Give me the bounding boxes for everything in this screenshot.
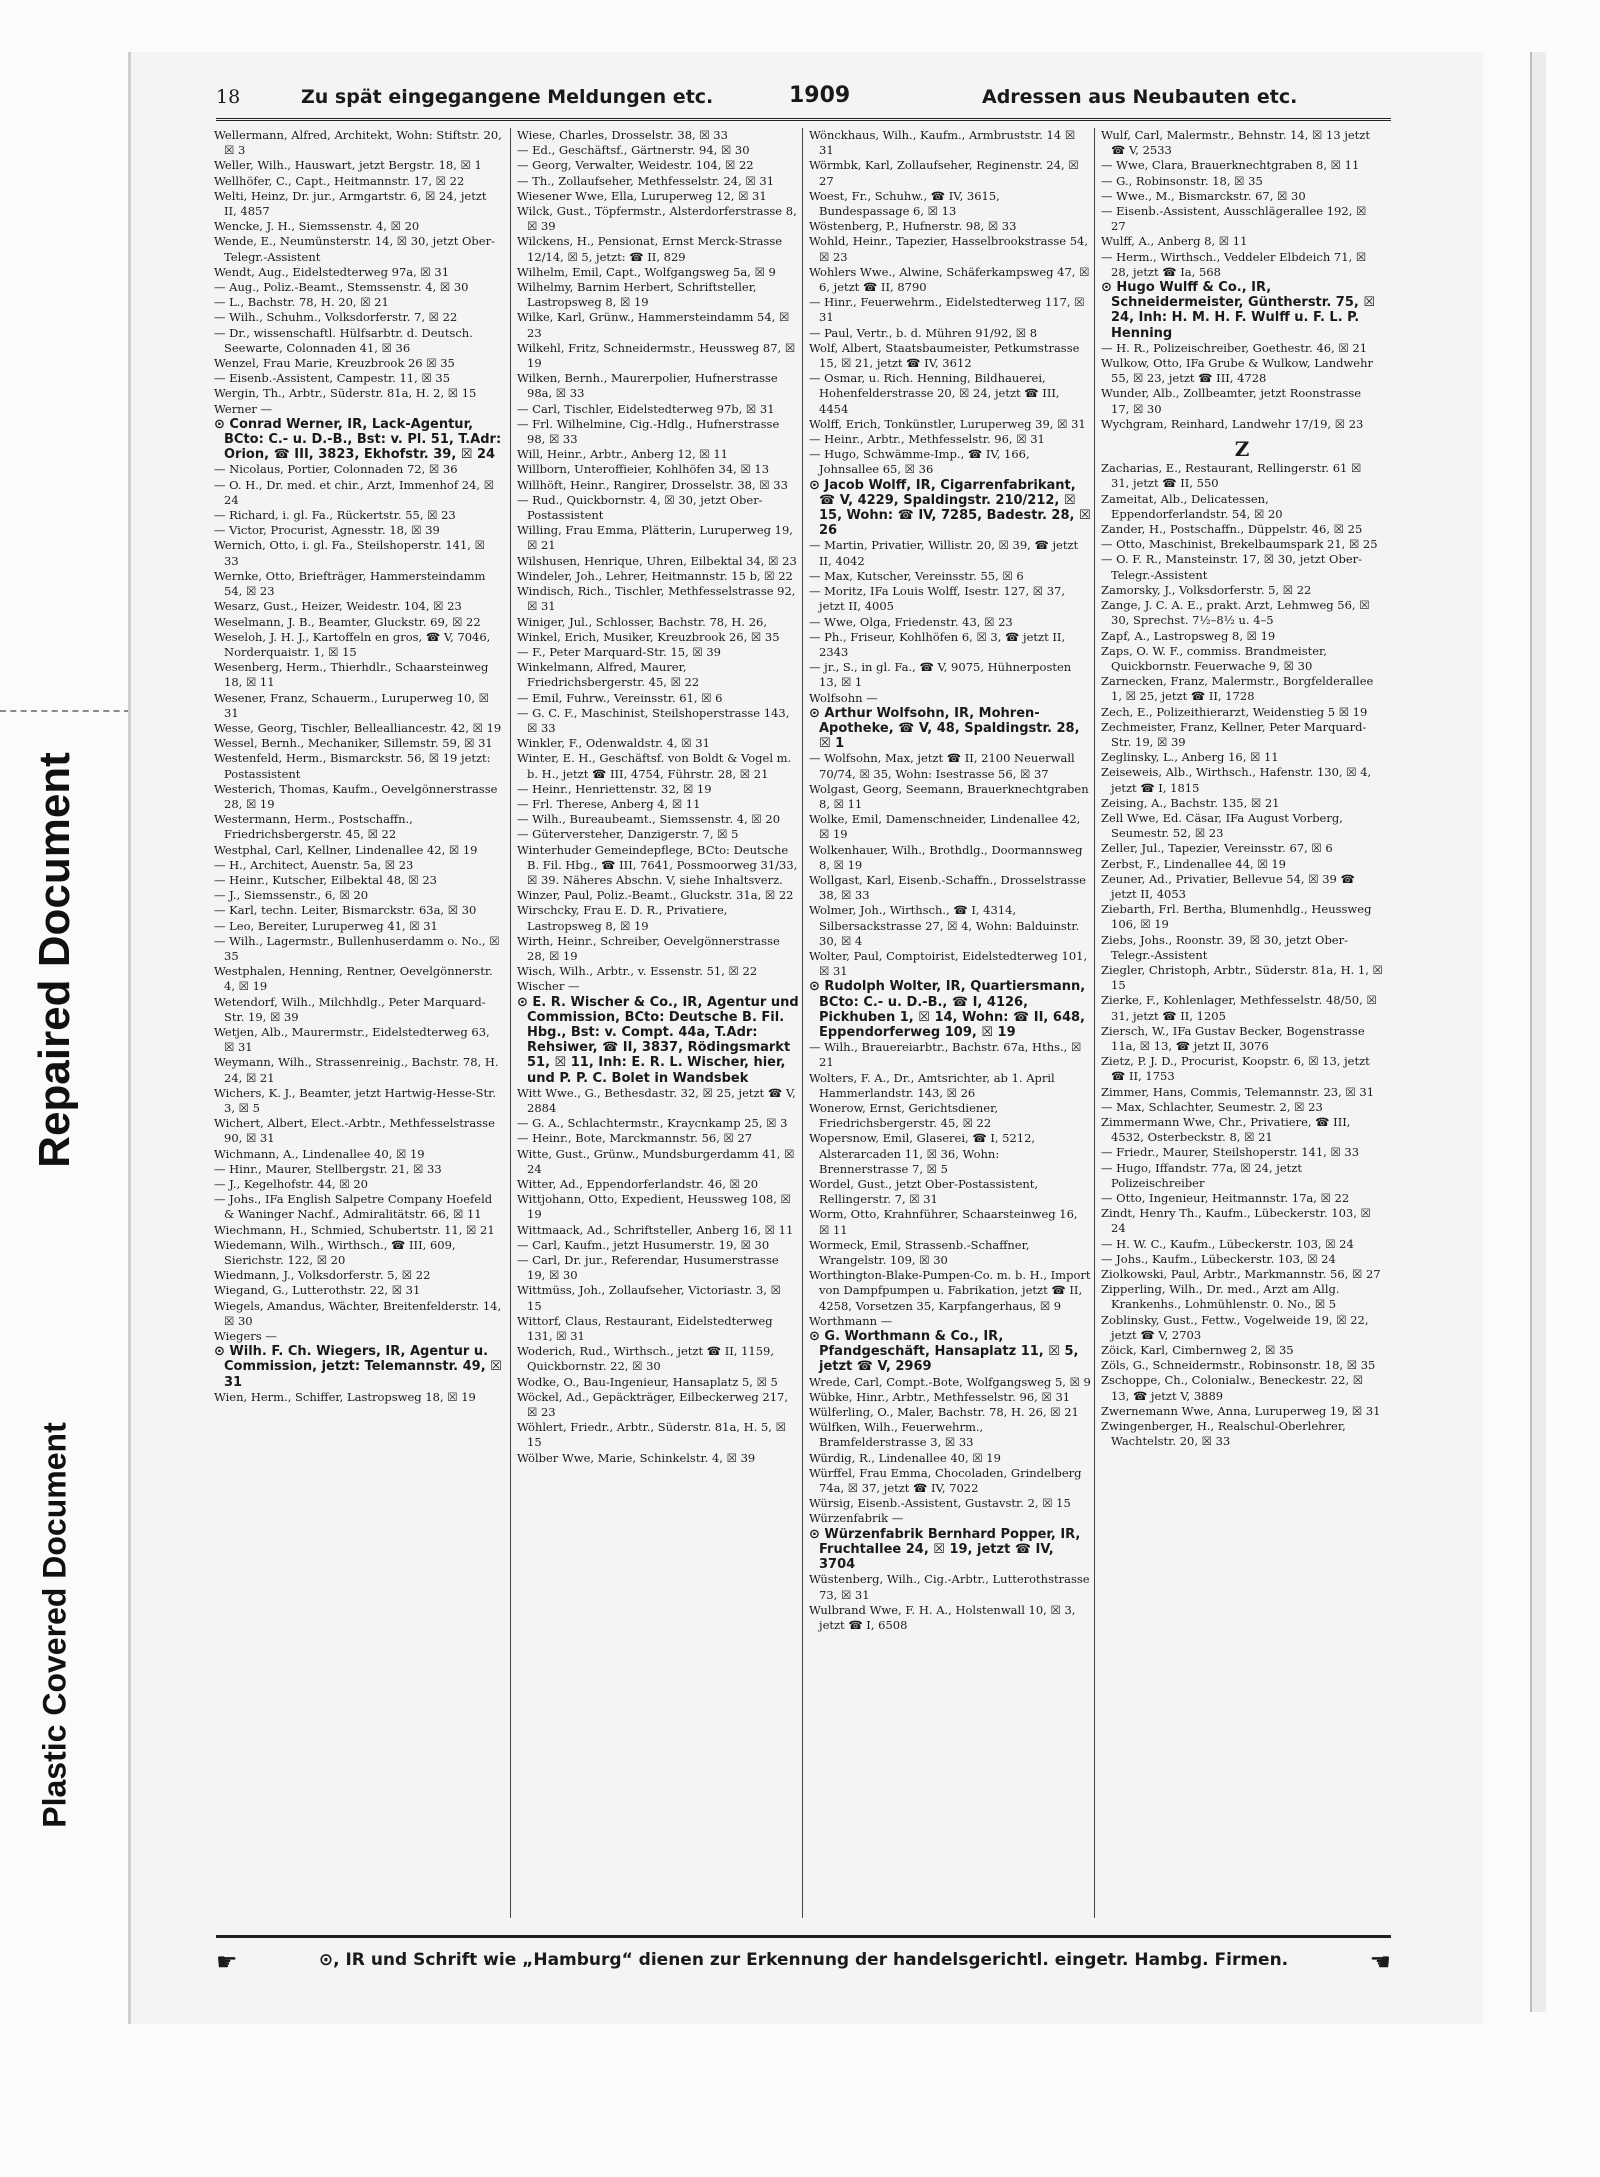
directory-entry: — J., Kegelhofstr. 44, ☒ 20 [214,1177,368,1192]
directory-entry: Wien, Herm., Schiffer, Lastropsweg 18, ☒ 19 [214,1389,476,1404]
directory-entry: Zacharias, E., Restaurant, Rellingerstr. 61 ☒ 31, jetzt ☎ II, 550 [1101,461,1362,491]
directory-entry: Wittjohann, Otto, Expedient, Heussweg 108, ☒ 19 [517,1192,791,1222]
plastic-covered-document-label: Plastic Covered Document [36,1422,73,1828]
directory-entry: — Moritz, IFa Louis Wolff, Isestr. 127, ☒ 37, jetzt II, 4005 [809,584,1066,614]
directory-entry: Wiedemann, Wilh., Wirthsch., ☎ III, 609, Sierichstr. 122, ☒ 20 [214,1237,456,1268]
directory-entry: Wohlers Wwe., Alwine, Schäferkampsweg 47, ☒ 6, jetzt ☎ II, 8790 [809,264,1090,295]
footer-note: ⊙, IR und Schrift wie „Hamburg“ dienen zur Erkennung der handelsgerichtl. eingetr. Hambg. Firmen. [318,1950,1289,1970]
directory-entry: Wolgast, Georg, Seemann, Brauerknechtgraben 8, ☒ 11 [809,781,1089,811]
directory-entry: Westphalen, Henning, Rentner, Oevelgönnerstr. 4, ☒ 19 [214,964,493,994]
directory-entry: Weller, Wilh., Hauswart, jetzt Bergstr. 18, ☒ 1 [214,158,482,173]
directory-entry: Zietz, P. J. D., Procurist, Koopstr. 6, ☒ 13, jetzt ☎ II, 1753 [1101,1054,1370,1084]
directory-entry: Ziegler, Christoph, Arbtr., Süderstr. 81a, H. 1, ☒ 15 [1101,962,1383,993]
directory-entry: Wergin, Th., Arbtr., Süderstr. 81a, H. 2, ☒ 15 [214,386,477,401]
directory-entry: Wessel, Bernh., Mechaniker, Sillemstr. 59, ☒ 31 [214,736,493,751]
directory-entry: — G. A., Schlachtermstr., Kraycnkamp 25, ☒ 3 [517,1116,788,1131]
directory-entry: Wilshusen, Henrique, Uhren, Eilbektal 34, ☒ 23 [517,553,797,568]
directory-entry: — G., Robinsonstr. 18, ☒ 35 [1101,173,1263,188]
directory-entry: Wetendorf, Wilh., Milchhdlg., Peter Marquard-Str. 19, ☒ 39 [214,994,486,1024]
directory-entry: — Heinr., Arbtr., Methfesselstr. 96, ☒ 31 [809,432,1045,447]
page-header [216,82,1391,121]
directory-entry: Wilhelm, Emil, Capt., Wolfgangsweg 5a, ☒ 9 [517,264,776,279]
directory-entry: — G. C. F., Maschinist, Steilshoperstrasse 143, ☒ 33 [517,705,790,735]
directory-entry: Wittmüss, Joh., Zollaufseher, Victoriastr. 3, ☒ 15 [517,1283,781,1313]
side-labels [0,0,120,2177]
directory-entry: Zech, E., Polizeithierarzt, Weidenstieg 5 ☒ 19 [1101,704,1368,719]
directory-entry: Wellhöfer, C., Capt., Heitmannstr. 17, ☒ 22 [214,173,465,188]
directory-entry: — Carl, Dr. jur., Referendar, Husumerstrasse 19, ☒ 30 [517,1253,779,1283]
directory-entry: — Hugo, Iffandstr. 77a, ☒ 24, jetzt Polizeischreiber [1101,1160,1302,1190]
directory-entry: — Georg, Verwalter, Weidestr. 104, ☒ 22 [517,158,754,173]
directory-entry: Wychgram, Reinhard, Landwehr 17/19, ☒ 23 [1101,416,1364,431]
directory-entry: Will, Heinr., Arbtr., Anberg 12, ☒ 11 [517,447,729,462]
directory-entry: Wendt, Aug., Eidelstedterweg 97a, ☒ 31 [214,264,450,279]
directory-entry: Zamorsky, J., Volksdorferstr. 5, ☒ 22 [1101,582,1312,597]
directory-entry: Winter, E. H., Geschäftsf. von Boldt & Vogel m. b. H., jetzt ☎ III, 4754, Führstr. 28, ☒ 21 [517,751,792,781]
directory-entry: — F., Peter Marquard-Str. 15, ☒ 39 [517,644,722,659]
directory-entry: ⊙ E. R. Wischer & Co., IR, Agentur und Commission, BCto: Deutsche B. Fil. Hbg., Bst: v. Compt. 44a, T.Adr: Rehsiwer, ☎ II, 3837, Rödingsmarkt 51, ☒ 11, Inh: E. R. L. Wischer, hier, und P. P. C. Bolet in Wandsbek [517,994,799,1086]
directory-entry: Weseloh, J. H. J., Kartoffeln en gros, ☎ V, 7046, Norderquaistr. 1, ☒ 15 [214,629,491,659]
directory-entry: Wulkow, Otto, IFa Grube & Wulkow, Landwehr 55, ☒ 23, jetzt ☎ III, 4728 [1101,356,1374,386]
directory-entry: Wiegers — [214,1329,277,1344]
directory-entry: Zeising, A., Bachstr. 135, ☒ 21 [1101,795,1280,810]
column-4 [1094,128,1383,1918]
directory-entry: Wiedmann, J., Volksdorferstr. 5, ☒ 22 [214,1268,431,1283]
directory-entry: Wilck, Gust., Töpfermstr., Alsterdorferstrasse 8, ☒ 39 [517,204,797,234]
directory-entry: — Hinr., Feuerwehrm., Eidelstedterweg 117, ☒ 31 [809,295,1085,325]
directory-entry: — Frl. Therese, Anberg 4, ☒ 11 [517,796,701,811]
directory-entry: — Johs., IFa English Salpetre Company Hoefeld & Waninger Nachf., Admiralitätstr. 66, ☒ 11 [214,1192,493,1222]
directory-entry: Zeuner, Ad., Privatier, Bellevue 54, ☒ 39 ☎ jetzt II, 4053 [1101,871,1355,901]
directory-entry: Wöstenberg, P., Hufnerstr. 98, ☒ 33 [809,219,1017,234]
directory-entry: Würdig, R., Lindenallee 40, ☒ 19 [809,1450,1001,1465]
directory-entry: Wellermann, Alfred, Architekt, Wohn: Stiftstr. 20, ☒ 3 [214,128,502,158]
directory-entry: — Güterverstеher, Danzigerstr. 7, ☒ 5 [517,827,739,842]
directory-entry: — O. F. R., Mansteinstr. 17, ☒ 30, jetzt Ober-Telegr.-Assistent [1101,552,1363,582]
directory-entry: — Wilh., Brauereiarbtr., Bachstr. 67a, Hths., ☒ 21 [809,1040,1082,1070]
directory-entry: Weymann, Wilh., Strassenreinig., Bachstr. 78, H. 24, ☒ 21 [214,1055,499,1085]
directory-entry: Winiger, Jul., Schlosser, Bachstr. 78, H. 26, [517,614,768,629]
directory-entry: Zoblinsky, Gust., Fettw., Vogelweide 19, ☒ 22, jetzt ☎ V, 2703 [1101,1312,1369,1342]
directory-entry: Wiesener Wwe, Ella, Luruperweg 12, ☒ 31 [517,188,767,203]
directory-entry: Westenfeld, Herm., Bismarckstr. 56, ☒ 19 jetzt: Postassistent [214,751,491,781]
directory-entry: — Eisenb.-Assistent, Campestr. 11, ☒ 35 [214,371,451,386]
directory-entry: — jr., S., in gl. Fa., ☎ V, 9075, Hühnerposten 13, ☒ 1 [809,660,1072,690]
directory-entry: Zarnecken, Franz, Malermstr., Borgfelderallee 1, ☒ 25, jetzt ☎ II, 1728 [1101,674,1374,704]
header-year: 1909 [789,83,851,108]
directory-entry: — Aug., Poliz.-Beamt., Stemssenstr. 4, ☒ 30 [214,280,469,295]
directory-entry: Wittmaack, Ad., Schriftsteller, Anberg 16, ☒ 11 [517,1222,794,1237]
directory-entry: Zeglinsky, L., Anberg 16, ☒ 11 [1101,750,1279,765]
directory-entry: — Carl, Tischler, Eidelstedterweg 97b, ☒ 31 [517,401,775,416]
directory-entry: Wulff, A., Anberg 8, ☒ 11 [1101,234,1248,249]
directory-entry: — Otto, Maschinist, Brekelbaumspark 21, ☒ 25 [1101,537,1378,552]
directory-entry: Würzenfabrik — [809,1511,904,1526]
directory-entry: Zell Wwe, Ed. Cäsar, IFa August Vorberg, Seumestr. 52, ☒ 23 [1101,810,1343,841]
directory-entry: Wirschcky, Frau E. D. R., Privatiere, Lastropsweg 8, ☒ 19 [517,903,728,933]
directory-entry: Wulf, Carl, Malermstr., Behnstr. 14, ☒ 13 jetzt ☎ V, 2533 [1101,128,1370,158]
directory-entry: Werner — [214,401,273,416]
directory-entry: Wirth, Heinr., Schreiber, Oevelgönnerstrasse 28, ☒ 19 [517,933,780,963]
column-2 [510,128,799,1918]
directory-entry: Zöick, Karl, Cimbernweg 2, ☒ 35 [1101,1343,1294,1358]
directory-entry: Wiechmann, H., Schmied, Schubertstr. 11, ☒ 21 [214,1222,495,1237]
directory-entry: Weselmann, J. B., Beamter, Gluckstr. 69, ☒ 22 [214,614,481,629]
directory-entry: Westphal, Carl, Kellner, Lindenallee 42, ☒ 19 [214,842,478,857]
directory-entry: Wenzel, Frau Marie, Kreuzbrook 26 ☒ 35 [214,356,455,371]
directory-entry: Wischer — [517,979,580,994]
directory-entry: Ziersch, W., IFa Gustav Becker, Bogenstrasse 11a, ☒ 13, ☎ jetzt II, 3076 [1101,1023,1365,1053]
directory-entry: Zöls, G., Schneidermstr., Robinsonstr. 18, ☒ 35 [1101,1358,1376,1373]
directory-entry: — Wwe., M., Bismarckstr. 67, ☒ 30 [1101,188,1306,203]
directory-entry: ⊙ Hugo Wulff & Co., IR, Schneidermeister, Güntherstr. 75, ☒ 24, Inh: H. M. H. F. Wulff u. F. L. P. Henning [1101,280,1375,341]
directory-entry: Wernke, Otto, Briefträger, Hammersteindamm 54, ☒ 23 [214,568,486,599]
directory-entry: Wesse, Georg, Tischler, Bellealliancestr. 42, ☒ 19 [214,720,502,735]
directory-entry: Wölber Wwe, Marie, Schinkelstr. 4, ☒ 39 [517,1450,756,1465]
directory-entry: Wende, E., Neumünsterstr. 14, ☒ 30, jetzt Ober-Telegr.-Assistent [214,234,495,264]
page-content [128,0,1480,2177]
directory-entry: Wencke, J. H., Siemssenstr. 4, ☒ 20 [214,219,420,234]
directory-entry: — Johs., Kaufm., Lübeckerstr. 103, ☒ 24 [1101,1251,1336,1266]
directory-entry: Wohld, Heinr., Tapezier, Hasselbrookstrasse 54, ☒ 23 [809,234,1089,264]
fold-line [0,710,130,712]
directory-entry: — Hugo, Schwämme-Imp., ☎ IV, 166, Johnsallee 65, ☒ 36 [809,447,1030,477]
directory-entry: — Leo, Bereiter, Luruperweg 41, ☒ 31 [214,918,438,933]
directory-entry: Wiese, Charles, Drosselstr. 38, ☒ 33 [517,128,728,142]
directory-entry: Zerbst, F., Lindenallee 44, ☒ 19 [1101,856,1286,871]
directory-entry: Wernich, Otto, i. gl. Fa., Steilshoperstr. 141, ☒ 33 [214,538,485,568]
directory-entry: Winterhuder Gemeindepflege, BCto: Deutsche B. Fil. Hbg., ☎ III, 7641, Possmoorweg 31/33, ☒ 39. Näheres Abschn. V, siehe Inhaltsverz. [517,842,798,887]
directory-entry: Wiegels, Amandus, Wächter, Breitenfelderstr. 14, ☒ 30 [214,1298,502,1328]
directory-entry: Zimmermann Wwe, Chr., Privatiere, ☎ III, 4532, Osterbeckstr. 8, ☒ 21 [1101,1115,1351,1145]
directory-entry: Willhöft, Heinr., Rangirer, Drosselstr. 38, ☒ 33 [517,477,788,492]
directory-entry: Wörmbk, Karl, Zollaufseher, Reginenstr. 24, ☒ 27 [809,158,1079,188]
directory-entry: — Hinr., Maurer, Stellbergstr. 21, ☒ 33 [214,1161,442,1176]
directory-entry: Wisch, Wilh., Arbtr., v. Essenstr. 51, ☒ 22 [517,964,758,979]
directory-entry: Winkelmann, Alfred, Maurer, Friedrichsbergerstr. 45, ☒ 22 [517,660,700,690]
directory-entry: Westerich, Thomas, Kaufm., Oevelgönnerstrasse 28, ☒ 19 [214,781,498,811]
directory-entry: Worm, Otto, Krahnführer, Schaarsteinweg 16, ☒ 11 [809,1207,1078,1237]
directory-entry: Wiegand, G., Lutterothstr. 22, ☒ 31 [214,1283,421,1298]
directory-entry: — Th., Zollaufseher, Methfesselstr. 24, ☒ 31 [517,173,775,188]
directory-entry: Zimmer, Hans, Commis, Telemannstr. 23, ☒ 31 [1101,1084,1375,1099]
directory-entry: Willborn, Unteroffieier, Kohlhöfen 34, ☒ 13 [517,462,770,477]
directory-entry: Zschoppe, Ch., Colonialw., Beneckestr. 22, ☒ 13, ☎ jetzt V, 3889 [1101,1373,1364,1403]
directory-entry: Worthington-Blake-Pumpen-Co. m. b. H., Import von Dampfpumpen u. Fabrikation, jetzt ☎ II, 4258, Vorsetzen 35, Karpfangerhaus, ☒ 9 [809,1268,1091,1313]
directory-entry: — Wolfsohn, Max, jetzt ☎ II, 2100 Neuerwall 70/74, ☒ 35, Wohn: Isestrasse 56, ☒ 37 [809,751,1075,781]
directory-entry: Zipperling, Wilh., Dr. med., Arzt am Allg. Krankenhs., Lohmühlenstr. 0. No., ☒ 5 [1101,1282,1340,1312]
pointing-hand-icon: ☛ [216,1948,238,1976]
directory-entry: Zameitat, Alb., Delicatessen, Eppendorferlandstr. 54, ☒ 20 [1101,491,1283,521]
directory-entry: — Paul, Vertr., b. d. Mühren 91/92, ☒ 8 [809,325,1038,340]
directory-entry: Wülfken, Wilh., Feuerwehrm., Bramfelderstrasse 3, ☒ 33 [809,1420,984,1450]
directory-entry: — Herm., Wirthsch., Veddeler Elbdeich 71, ☒ 28, jetzt ☎ Ia, 568 [1101,249,1367,279]
directory-entry: Woest, Fr., Schuhw., ☎ IV, 3615, Bundespassage 6, ☒ 13 [809,188,1000,219]
directory-entry: — Rud., Quickbornstr. 4, ☒ 30, jetzt Ober-Postassistent [517,492,763,523]
directory-entry: — Wilh., Bureaubeamt., Siemssenstr. 4, ☒ 20 [517,812,781,827]
directory-entry: — Richard, i. gl. Fa., Rückertstr. 55, ☒ 23 [214,508,456,523]
directory-entry: — H., Architect, Auenstr. 5a, ☒ 23 [214,857,414,872]
directory-entry: Ziebs, Johs., Roonstr. 39, ☒ 30, jetzt Ober-Telegr.-Assistent [1101,932,1348,962]
section-letter: Z [1234,437,1250,462]
directory-entry: Windisch, Rich., Tischler, Methfesselstrasse 92, ☒ 31 [517,584,796,614]
directory-entry: Wolff, Erich, Tonkünstler, Luruperweg 39, ☒ 31 [809,416,1086,431]
directory-entry: Witte, Gust., Grünw., Mundsburgerdamm 41, ☒ 24 [517,1146,795,1176]
directory-entry: Wulbrand Wwe, F. H. A., Holstenwall 10, ☒ 3, jetzt ☎ I, 6508 [809,1602,1076,1632]
directory-entry: Wordel, Gust., jetzt Ober-Postassistent, Rellingerstr. 7, ☒ 31 [809,1177,1039,1207]
directory-entry: Wunder, Alb., Zollbeamter, jetzt Roonstrasse 17, ☒ 30 [1101,386,1362,416]
directory-entry: Witt Wwe., G., Bethesdastr. 32, ☒ 25, jetzt ☎ V, 2884 [517,1085,796,1115]
directory-entry: ⊙ Conrad Werner, IR, Lack-Agentur, BCto: C.- u. D.-B., Bst: v. Pl. 51, T.Adr: Orion, ☎ III, 3823, Ekhofstr. 39, ☒ 24 [214,416,502,463]
directory-entry: Zaps, O. W. F., commiss. Brandmeister, Quickbornstr. Feuerwache 9, ☒ 30 [1101,643,1327,673]
directory-entry: — Martin, Privatier, Willistr. 20, ☒ 39, ☎ jetzt II, 4042 [809,538,1079,568]
directory-entry: Winkel, Erich, Musiker, Kreuzbrook 26, ☒ 35 [517,629,780,644]
column-3 [802,128,1091,1918]
directory-entry: Würffel, Frau Emma, Chocoladen, Grindelberg 74a, ☒ 37, jetzt ☎ IV, 7022 [809,1465,1082,1496]
page-number: 18 [216,86,241,108]
directory-columns [214,128,1394,1918]
directory-entry: — J., Siemssenstr., 6, ☒ 20 [214,888,369,903]
directory-entry: Willing, Frau Emma, Plätterin, Luruperweg 19, ☒ 21 [517,523,793,553]
directory-entry: Wolf, Albert, Staatsbaumeister, Petkumstrasse 15, ☒ 21, jetzt ☎ IV, 3612 [809,340,1080,371]
directory-entry: — Max, Kutscher, Vereinsstr. 55, ☒ 6 [809,568,1024,583]
directory-entry: Wrede, Carl, Compt.-Bote, Wolfgangsweg 5, ☒ 9 [809,1374,1091,1389]
directory-entry: Wilckens, H., Pensionat, Ernst Merck-Strasse 12/14, ☒ 5, jetzt: ☎ II, 829 [517,234,783,264]
directory-entry: — Eisenb.-Assistent, Ausschlägerallee 192, ☒ 27 [1101,204,1367,234]
directory-entry: Wollgast, Karl, Eisenb.-Schaffn., Drosselstrasse 38, ☒ 33 [809,872,1086,903]
directory-entry: Wöhlert, Friedr., Arbtr., Süderstr. 81a, H. 5, ☒ 15 [517,1420,786,1450]
directory-entry: Zierke, F., Kohlenlager, Methfesselstr. 48/50, ☒ 31, jetzt ☎ II, 1205 [1101,993,1377,1023]
directory-entry: ⊙ Rudolph Wolter, IR, Quartiersmann, BCto: C.- u. D.-B., ☎ I, 4126, Pickhuben 1, ☒ 14, Wohn: ☎ II, 648, Eppendorferweg 109, ☒ 19 [809,979,1086,1040]
directory-entry: Wüstenberg, Wilh., Cig.-Arbtr., Lutterothstrasse 73, ☒ 31 [809,1572,1090,1602]
directory-entry: Zander, H., Postschaffn., Düppelstr. 46, ☒ 25 [1101,522,1363,537]
directory-entry: ⊙ Arthur Wolfsohn, IR, Mohren-Apotheke, ☎ V, 48, Spaldingstr. 28, ☒ 1 [809,705,1080,752]
directory-entry: — Victor, Procurist, Agnesstr. 18, ☒ 39 [214,523,440,538]
directory-entry: — Wilh., Lagermstr., Bullenhuserdamm o. No., ☒ 35 [214,933,500,963]
directory-entry: Wülferling, O., Maler, Bachstr. 78, H. 26, ☒ 21 [809,1405,1079,1420]
directory-entry: Welti, Heinz, Dr. jur., Armgartstr. 6, ☒ 24, jetzt II, 4857 [214,188,487,219]
header-left-title: Zu spät eingegangene Meldungen etc. [301,86,714,108]
directory-entry: Zeiseweis, Alb., Wirthsch., Hafenstr. 130, ☒ 4, jetzt ☎ I, 1815 [1101,765,1372,795]
directory-entry: Wilke, Karl, Grünw., Hammersteindamm 54, ☒ 23 [517,310,790,340]
header-right-title: Adressen aus Neubauten etc. [982,86,1298,108]
directory-entry: — Friedr., Maurer, Steilshoperstr. 141, ☒ 33 [1101,1145,1360,1160]
directory-entry: Wesener, Franz, Schauerm., Luruperweg 10, ☒ 31 [214,690,489,720]
directory-entry: — Otto, Ingenieur, Heitmannstr. 17a, ☒ 22 [1101,1191,1350,1206]
directory-entry: Zindt, Henry Th., Kaufm., Lübeckerstr. 103, ☒ 24 [1101,1206,1371,1236]
directory-entry: Windeler, Joh., Lehrer, Heitmannstr. 15 b, ☒ 22 [517,568,793,583]
directory-entry: Wönckhaus, Wilh., Kaufm., Armbruststr. 14 ☒ 31 [809,128,1076,158]
directory-entry: — Heinr., Bote, Marckmannstr. 56, ☒ 27 [517,1131,753,1146]
directory-entry: Ziolkowski, Paul, Arbtr., Markmannstr. 56, ☒ 27 [1101,1267,1381,1282]
column-1 [214,128,502,1918]
directory-entry: Wonerow, Ernst, Gerichtsdiener, Friedrichsbergerstr. 45, ☒ 22 [809,1101,999,1131]
directory-entry: Wichmann, A., Lindenallee 40, ☒ 19 [214,1146,425,1161]
directory-entry: ⊙ G. Worthmann & Co., IR, Pfandgeschäft, Hansaplatz 11, ☒ 5, jetzt ☎ V, 2969 [809,1329,1079,1375]
directory-entry: Wesenberg, Herm., Thierhdlr., Schaarsteinweg 18, ☒ 11 [214,660,489,690]
directory-entry: Wodke, O., Bau-Ingenieur, Hansaplatz 5, ☒ 5 [517,1374,778,1389]
directory-entry: Wesarz, Gust., Heizer, Weidestr. 104, ☒ 23 [214,599,462,614]
directory-entry: Wolters, F. A., Dr., Amtsrichter, ab 1. April Hammerlandstr. 143, ☒ 26 [809,1070,1055,1100]
directory-entry: Witter, Ad., Eppendorferlandstr. 46, ☒ 20 [517,1177,759,1192]
directory-entry: — Wwe, Clara, Brauerknechtgraben 8, ☒ 11 [1101,158,1360,173]
directory-entry: — Heinr., Kutscher, Eilbektal 48, ☒ 23 [214,872,437,887]
directory-entry: Wübke, Hinr., Arbtr., Methfesselstr. 96, ☒ 31 [809,1389,1071,1404]
directory-entry: Wittorf, Claus, Restaurant, Eidelstedterweg 131, ☒ 31 [517,1313,773,1344]
directory-entry: Ziebarth, Frl. Bertha, Blumenhdlg., Heussweg 106, ☒ 19 [1101,902,1372,932]
directory-entry: — Nicolaus, Portier, Colonnaden 72, ☒ 36 [214,462,458,477]
directory-entry: — Osmar, u. Rich. Henning, Bildhauerei, Hohenfelderstrasse 20, ☒ 24, jetzt ☎ III, 4454 [809,371,1060,416]
directory-entry: ⊙ Wilh. F. Ch. Wiegers, IR, Agentur u. Commission, jetzt: Telemannstr. 49, ☒ 31 [214,1344,502,1390]
directory-entry: Winzer, Paul, Poliz.-Beamt., Gluckstr. 31a, ☒ 22 [517,888,794,903]
directory-entry: — H. R., Polizeischreiber, Goethestr. 46, ☒ 21 [1101,340,1368,355]
directory-entry: Worthmann — [809,1313,893,1328]
directory-entry: Zeller, Jul., Tapezier, Vereinsstr. 67, ☒ 6 [1101,841,1333,856]
directory-entry: Würsig, Eisenb.-Assistent, Gustavstr. 2, ☒ 15 [809,1496,1071,1511]
directory-entry: — O. H., Dr. med. et chir., Arzt, Immenhof 24, ☒ 24 [214,477,495,507]
directory-entry: — Karl, techn. Leiter, Bismarckstr. 63a, ☒ 30 [214,903,477,918]
page-footer [216,1935,1391,1978]
directory-entry: — Ph., Friseur, Kohlhöfen 6, ☒ 3, ☎ jetzt II, 2343 [809,629,1066,659]
page-edge [1530,52,1546,2012]
directory-entry: Wolfsohn — [809,690,878,705]
pointing-hand-icon: ☚ [1369,1948,1391,1976]
directory-entry: — Heinr., Henriettenstr. 32, ☒ 19 [517,781,712,796]
directory-entry: Wöckel, Ad., Gepäckträger, Eilbeckerweg 217, ☒ 23 [517,1389,789,1420]
directory-entry: — Wwe, Olga, Friedenstr. 43, ☒ 23 [809,614,1013,629]
directory-entry: — H. W. C., Kaufm., Lübeckerstr. 103, ☒ 24 [1101,1236,1354,1251]
directory-entry: Wolkenhauer, Wilh., Brothdlg., Doormannsweg 8, ☒ 19 [809,842,1083,872]
directory-entry: Wetjen, Alb., Maurermstr., Eidelstedterweg 63, ☒ 31 [214,1024,490,1055]
directory-entry: Winkler, F., Odenwaldstr. 4, ☒ 31 [517,736,710,751]
directory-entry: Wichert, Albert, Elect.-Arbtr., Methfesselstrasse 90, ☒ 31 [214,1116,495,1146]
directory-entry: Wopersnow, Emil, Glaserei, ☎ I, 5212, Alsterarcaden 11, ☒ 36, Wohn: Brennerstrasse 7, ☒ 5 [809,1131,1036,1176]
directory-entry: Woderich, Rud., Wirthsch., jetzt ☎ II, 1159, Quickbornstr. 22, ☒ 30 [517,1344,775,1374]
directory-entry: Wolke, Emil, Damenschneider, Lindenallee 42, ☒ 19 [809,812,1081,842]
directory-entry: Wolmer, Joh., Wirthsch., ☎ I, 4314, Silbersackstrasse 27, ☒ 4, Wohn: Balduinstr. 30, ☒ 4 [809,903,1080,948]
directory-entry: — Wilh., Schuhm., Volksdorferstr. 7, ☒ 22 [214,310,458,325]
directory-entry: Zapf, A., Lastropsweg 8, ☒ 19 [1101,628,1276,643]
directory-entry: Zwingenberger, H., Realschul-Oberlehrer, Wachtelstr. 20, ☒ 33 [1101,1419,1346,1449]
directory-entry: Wormeck, Emil, Strassenb.-Schaffner, Wrangelstr. 109, ☒ 30 [809,1237,1030,1268]
directory-entry: ⊙ Jacob Wolff, IR, Cigarrenfabrikant, ☎ V, 4229, Spaldingstr. 210/212, ☒ 15, Wohn: ☎ IV, 7285, Badestr. 28, ☒ 26 [809,477,1091,539]
directory-entry: — Ed., Geschäftsf., Gärtnerstr. 94, ☒ 30 [517,143,750,158]
directory-entry: — Carl, Kaufm., jetzt Husumerstr. 19, ☒ 30 [517,1237,770,1252]
directory-entry: — Emil, Fuhrw., Vereinsstr. 61, ☒ 6 [517,690,723,705]
directory-entry: — L., Bachstr. 78, H. 20, ☒ 21 [214,295,389,310]
directory-entry: — Max, Schlachter, Seumestr. 2, ☒ 23 [1101,1099,1323,1114]
directory-entry: Wichers, K. J., Beamter, jetzt Hartwig-Hesse-Str. 3, ☒ 5 [214,1085,497,1115]
directory-entry: Wilhelmy, Barnim Herbert, Schriftsteller, Lastropsweg 8, ☒ 19 [517,280,757,310]
directory-entry: Zechmeister, Franz, Kellner, Peter Marquard-Str. 19, ☒ 39 [1101,719,1367,749]
directory-entry: — Dr., wissenschaftl. Hülfsarbtr. d. Deutsch. Seewarte, Colonnaden 41, ☒ 36 [214,325,473,355]
directory-entry: Wilkehl, Fritz, Schneidermstr., Heussweg 87, ☒ 19 [517,340,796,371]
directory-entry: Wilken, Bernh., Maurerpolier, Hufnerstrasse 98a, ☒ 33 [517,371,778,401]
directory-entry: Westermann, Herm., Postschaffn., Friedrichsbergerstr. 45, ☒ 22 [214,812,413,842]
directory-entry: Zwernemann Wwe, Anna, Luruperweg 19, ☒ 31 [1101,1403,1381,1418]
repaired-document-label: Repaired Document [30,752,79,1168]
directory-entry: — Frl. Wilhelmine, Cig.-Hdlg., Hufnerstrasse 98, ☒ 33 [517,416,780,447]
directory-entry: Zange, J. C. A. E., prakt. Arzt, Lehmweg 56, ☒ 30, Sprechst. 7½–8½ u. 4–5 [1101,598,1370,628]
directory-entry: ⊙ Würzenfabrik Bernhard Popper, IR, Fruchtallee 24, ☒ 19, jetzt ☎ IV, 3704 [809,1526,1081,1573]
directory-entry: Wolter, Paul, Comptoirist, Eidelstedterweg 101, ☒ 31 [809,948,1088,979]
